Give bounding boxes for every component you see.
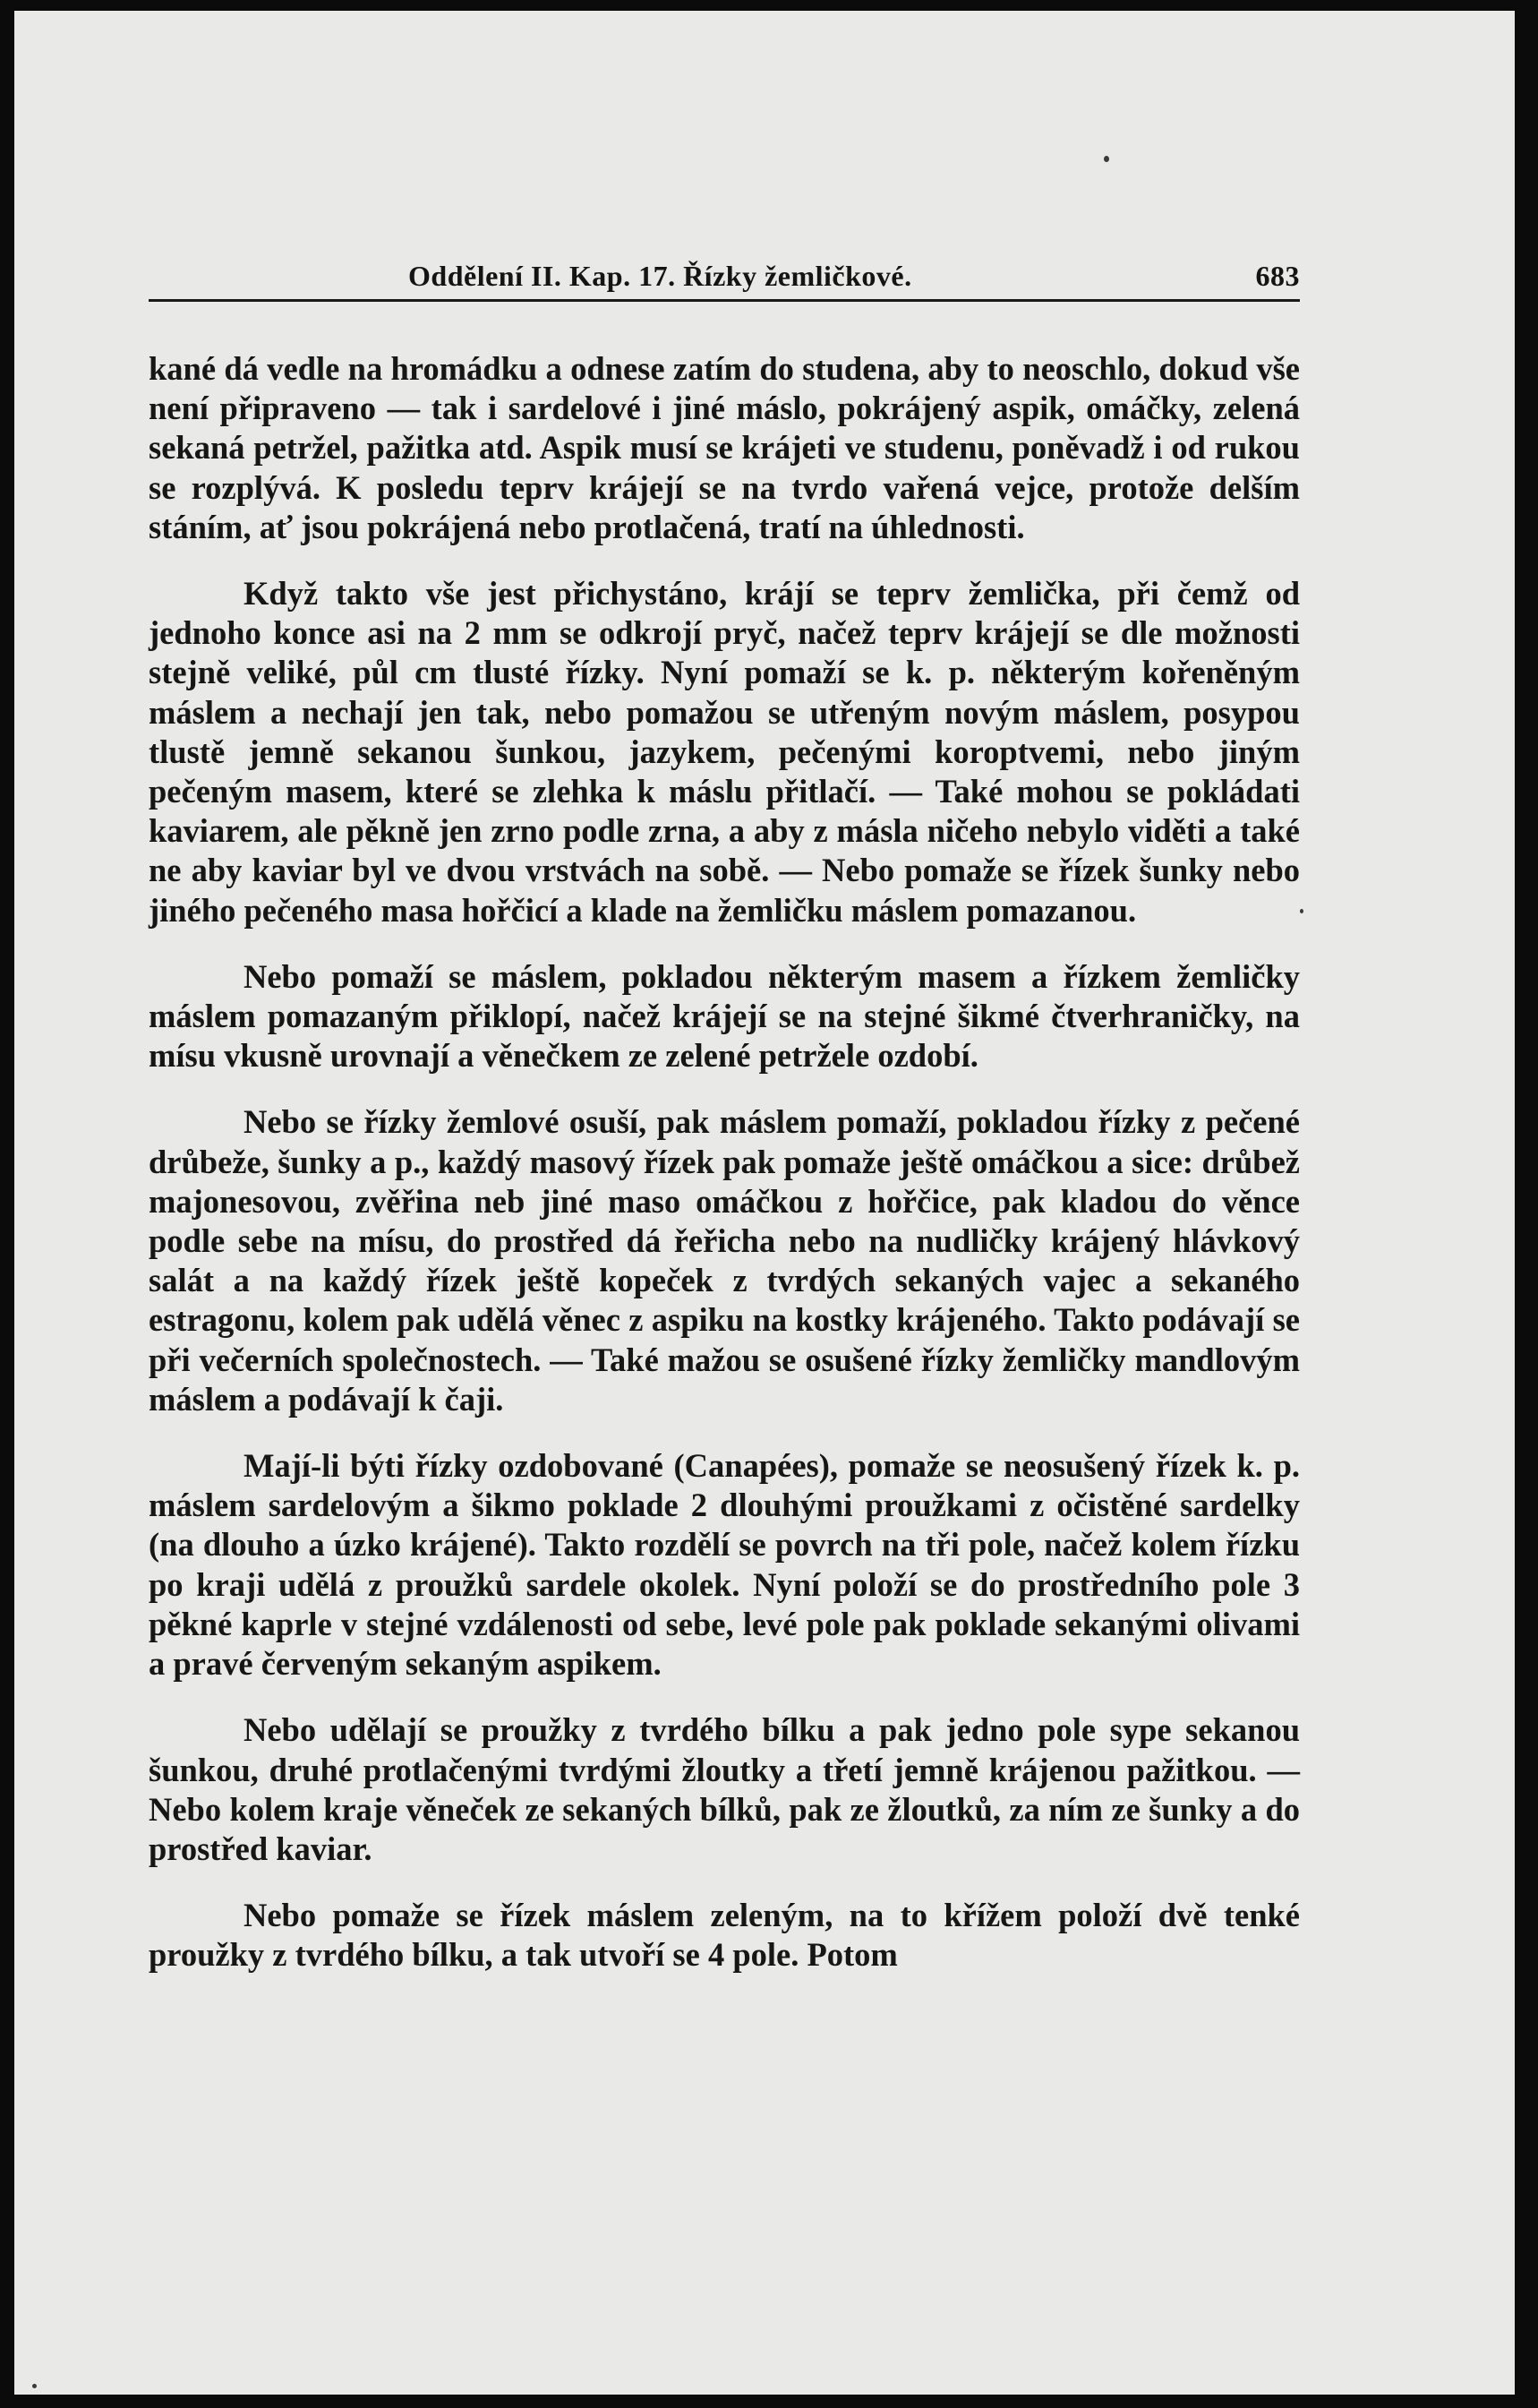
paragraph-7: Nebo pomaže se řízek máslem zeleným, na to křížem položí dvě tenké proužky z tvrdého bílku, a tak utvoří se 4 pole. Potom xyxy=(149,1897,1300,1974)
header-rule xyxy=(149,299,1300,302)
book-page xyxy=(14,11,1515,2395)
paper-speck xyxy=(1104,156,1109,162)
paragraph-1: kané dá vedle na hromádku a odnese zatím do studena, aby to neoschlo, dokud vše není připraveno — tak i sardelové i jiné máslo, pokrájený aspik, omáčky, zelená sekaná petržel, pažitka atd. Aspik musí se krájeti ve studenu, poněvadž i od rukou se rozplývá. K posledu teprv krájejí se na tvrdo vařená vejce, protože delším stáním, ať jsou pokrájená nebo protlačená, tratí na úhlednosti. xyxy=(149,350,1300,545)
paper-speck xyxy=(32,2384,37,2388)
paragraph-6: Nebo udělají se proužky z tvrdého bílku a pak jedno pole sype sekanou šunkou, druhé protlačenými tvrdými žloutky a třetí jemně krájenou pažitkou. — Nebo kolem kraje věneček ze sekaných bílků, pak ze žloutků, za ním ze šunky a do prostřed kaviar. xyxy=(149,1711,1300,1867)
paragraph-5: Mají-li býti řízky ozdobované (Canapées), pomaže se neosušený řízek k. p. máslem sardelovým a šikmo poklade 2 dlouhými proužkami z očistěné sardelky (na dlouho a úzko krájené). Takto rozdělí se povrch na tři pole, načež kolem řízku po kraji udělá z proužků sardele okolek. Nyní položí se do prostředního pole 3 pěkné kaprle v stejné vzdálenosti od sebe, levé pole pak poklade sekanými olivami a pravé červeným sekaným aspikem. xyxy=(149,1447,1300,1683)
paragraph-4: Nebo se řízky žemlové osuší, pak máslem pomaží, pokladou řízky z pečené drůbeže, šunky a p., každý masový řízek pak pomaže ještě omáčkou a sice: drůbež majonesovou, zvěřina neb jiné maso omáčkou z hořčice, pak kladou do věnce podle sebe na mísu, do prostřed dá řeřicha nebo na nudličky krájený hlávkový salát a na každý řízek ještě kopeček z tvrdých sekaných vajec a sekaného estragonu, kolem pak udělá věnec z aspiku na kostky krájeného. Takto podávají se při večerních společnostech. — Také mažou se osušené řízky žemličky mandlovým máslem a podávají k čaji. xyxy=(149,1103,1300,1418)
page-number: 683 xyxy=(1255,260,1300,292)
paper-speck xyxy=(1300,909,1303,913)
running-head xyxy=(149,260,1300,296)
paragraph-3: Nebo pomaží se máslem, pokladou některým masem a řízkem žemličky máslem pomazaným přiklopí, načež krájejí se na stejné šikmé čtverhraničky, na mísu vkusně urovnají a věnečkem ze zelené petržele ozdobí. xyxy=(149,957,1300,1075)
running-title: Oddělení II. Kap. 17. Řízky žemličkové. xyxy=(408,260,912,292)
paragraph-2: Když takto vše jest přichystáno, krájí se teprv žemlička, při čemž od jednoho konce asi na 2 mm se odkrojí pryč, načež teprv krájejí se dle možnosti stejně veliké, půl cm tlusté řízky. Nyní pomaží se k. p. některým kořeněným máslem a nechají jen tak, nebo pomažou se utřeným novým máslem, posypou tlustě jemně sekanou šunkou, jazykem, pečenými koroptvemi, nebo jiným pečeným masem, které se zlehka k máslu přitlačí. — Také mohou se pokládati kaviarem, ale pěkně jen zrno podle zrna, a aby z másla ničeho nebylo viděti a také ne aby kaviar byl ve dvou vrstvách na sobě. — Nebo pomaže se řízek šunky nebo jiného pečeného masa hořčicí a klade na žemličku máslem pomazanou. xyxy=(149,575,1300,929)
body-text xyxy=(149,349,1300,1975)
